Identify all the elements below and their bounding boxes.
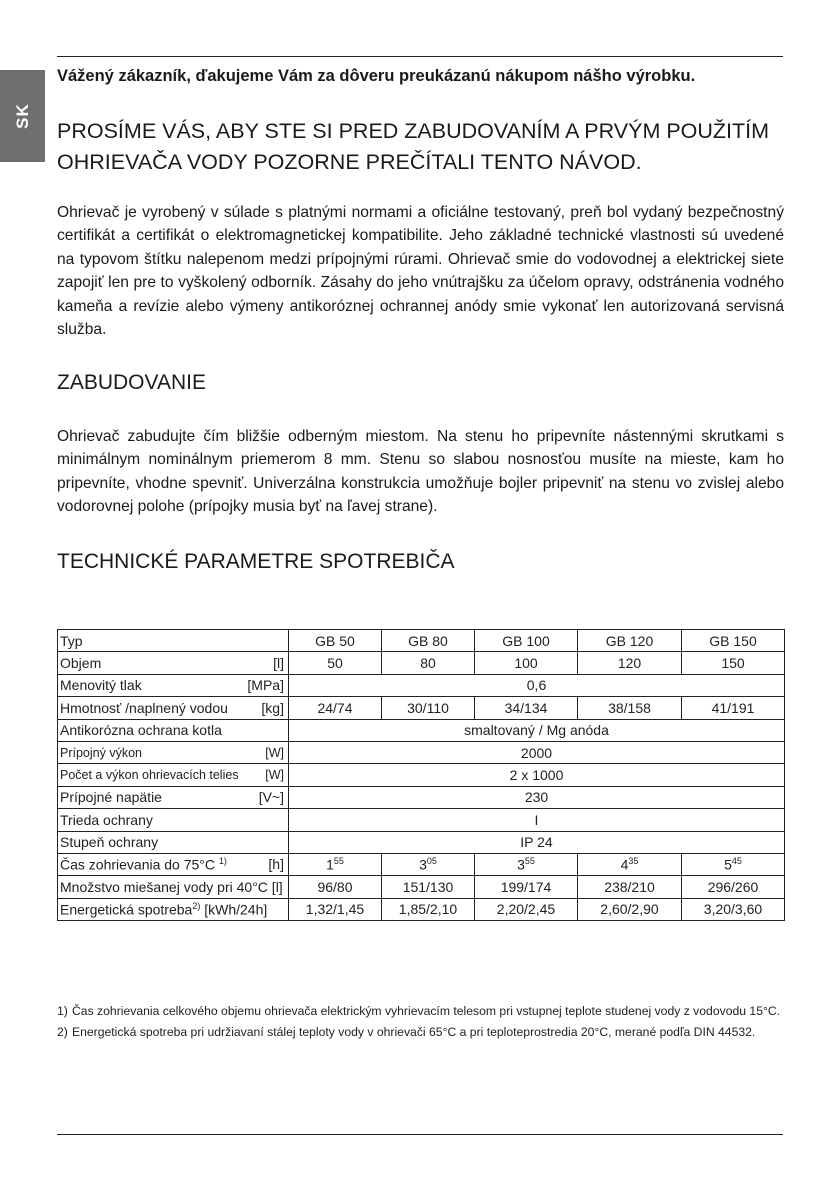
value-cell: 150 (682, 652, 785, 674)
value-cell: $4^{35}$ (578, 853, 682, 875)
value-cell: 96/80 (289, 876, 382, 898)
row-unit: [l] (273, 655, 284, 672)
value-cell: 296/260 (682, 876, 785, 898)
value-cell: 30/110 (382, 697, 475, 719)
installation-heading: ZABUDOVANIE (57, 371, 206, 394)
table-row-heaters (58, 764, 785, 786)
value-cell: $3^{55}$ (475, 853, 578, 875)
footnotes (57, 1001, 784, 1043)
value-cell: 120 (578, 652, 682, 674)
language-tab-label: SK (12, 103, 32, 129)
row-label: Energetická spotreba (60, 901, 193, 918)
model-cell: GB 100 (475, 630, 578, 652)
table-row-power (58, 741, 785, 763)
table-row-type (58, 630, 785, 652)
footnote-ref: 1) (218, 856, 227, 867)
value-cell: 34/134 (475, 697, 578, 719)
table-row-energy (58, 898, 785, 920)
installation-paragraph: Ohrievač zabudujte čím bližšie odberným miestom. Na stenu ho pripevníte nástennými skrutkami s minimálnym nominálnym priemerom 8 mm. Stenu so slabou nosnosťou musíte na mieste, kam ho pripevníte, vhodne spevniť. Univerzálna konstrukcia umožňuje bojler pripevniť na stenu vo zvislej alebo vodorovnej polohe (prípojky musia byť na ľavej strane). (57, 428, 784, 516)
value-cell: $5^{45}$ (682, 853, 785, 875)
table-row-ip-rating (58, 831, 785, 853)
top-rule (57, 56, 783, 57)
technical-parameters-table (57, 629, 785, 921)
footnote-text: Energetická spotreba pri udržiavaní stálej teploty vody v ohrievači 65°C a pri teploteprostredia 20°C, merané podľa DIN 44532. (72, 1025, 756, 1039)
model-cell: GB 80 (382, 630, 475, 652)
value-cell: 151/130 (382, 876, 475, 898)
row-label: Trieda ochrany (58, 809, 289, 831)
value-cell: $1^{55}$ (289, 853, 382, 875)
row-label: Antikorózna ochrana kotla (58, 719, 289, 741)
value-cell: 38/158 (578, 697, 682, 719)
row-label: Prípojný výkon (60, 745, 142, 760)
table-row-mixed-water (58, 876, 785, 898)
row-label: Čas zohrievania do 75°C (60, 856, 216, 873)
value-cell: 80 (382, 652, 475, 674)
value-cell: 50 (289, 652, 382, 674)
footnote-number: 2) (57, 1025, 68, 1039)
headline-line-2: OHRIEVAČA VODY POZORNE PREČÍTALI TENTO NÁVOD. (57, 150, 642, 174)
value-cell: 1,85/2,10 (382, 898, 475, 920)
value-cell: 230 (289, 786, 785, 808)
value-cell: 2 x 1000 (289, 764, 785, 786)
value-cell: 2,20/2,45 (475, 898, 578, 920)
row-label: Množstvo miešanej vody pri 40°C [l] (58, 876, 289, 898)
value-cell: 41/191 (682, 697, 785, 719)
footnote-number: 1) (57, 1004, 68, 1018)
language-tab (0, 70, 45, 162)
row-label: Prípojné napätie (60, 789, 162, 806)
model-cell: GB 50 (289, 630, 382, 652)
bottom-rule (57, 1134, 783, 1135)
row-unit: [W] (265, 768, 284, 783)
value-cell: IP 24 (289, 831, 785, 853)
row-label: Stupeň ochrany (58, 831, 289, 853)
table-row-corrosion (58, 719, 785, 741)
value-cell: $3^{05}$ (382, 853, 475, 875)
row-label: Typ (58, 630, 289, 652)
model-cell: GB 150 (682, 630, 785, 652)
value-cell: 0,6 (289, 674, 785, 696)
row-unit: [V~] (258, 789, 284, 806)
model-cell: GB 120 (578, 630, 682, 652)
row-unit: [kWh/24h] (204, 901, 268, 918)
table-row-pressure (58, 674, 785, 696)
headline-line-1: PROSÍME VÁS, ABY STE SI PRED ZABUDOVANÍM A PRVÝM POUŽITÍM (57, 119, 770, 143)
value-cell: 2000 (289, 741, 785, 763)
row-label: Objem (60, 655, 102, 672)
footnote (57, 1022, 784, 1043)
row-label: Hmotnosť /naplnený vodou (60, 699, 228, 716)
footnote (57, 1001, 784, 1022)
row-unit: [W] (265, 745, 284, 760)
table-row-voltage (58, 786, 785, 808)
value-cell: 199/174 (475, 876, 578, 898)
value-cell: 238/210 (578, 876, 682, 898)
table-row-volume (58, 652, 785, 674)
footnote-text: Čas zohrievania celkového objemu ohrievača elektrickým vyhrievacím telesom pri vstupnej teplote studenej vody z vodovodu 15°C. (72, 1004, 781, 1018)
value-cell: smaltovaný / Mg anóda (289, 719, 785, 741)
table-row-protection-class (58, 809, 785, 831)
greeting: Vážený zákazník, ďakujeme Vám za dôveru preukázanú nákupom nášho výrobku. (57, 67, 696, 85)
row-unit: [h] (268, 856, 284, 873)
row-unit: [MPa] (247, 677, 284, 694)
value-cell: 24/74 (289, 697, 382, 719)
intro-paragraph: Ohrievač je vyrobený v súlade s platnými normami a oficiálne testovaný, preň bol vydaný bezpečnostný certifikát a certifikát o elektromagnetickej kompatibilite. Jeho základné technické vlastnosti sú uvedené na typovom štítku nalepenom medzi prípojnými rúrami. Ohrievač smie do vodovodnej a elektrickej siete zapojiť len pre to vyškolený odborník. Zásahy do jeho vnútrajšku za účelom opravy, odstránenia vodného kameňa a revízie alebo výmeny antikoróznej ochrannej anódy smie vykonať len autorizovaná servisná služba. (57, 204, 784, 339)
value-cell: 1,32/1,45 (289, 898, 382, 920)
value-cell: 100 (475, 652, 578, 674)
table-row-weight (58, 697, 785, 719)
value-cell: I (289, 809, 785, 831)
row-label: Menovitý tlak (60, 677, 142, 694)
row-unit: [kg] (261, 699, 284, 716)
table-row-heating-time (58, 853, 785, 875)
headline (57, 116, 787, 178)
row-label: Počet a výkon ohrievacích telies (60, 768, 239, 783)
value-cell: 2,60/2,90 (578, 898, 682, 920)
technical-parameters-heading: TECHNICKÉ PARAMETRE SPOTREBIČA (57, 550, 455, 573)
footnote-ref: 2) (192, 901, 201, 912)
value-cell: 3,20/3,60 (682, 898, 785, 920)
